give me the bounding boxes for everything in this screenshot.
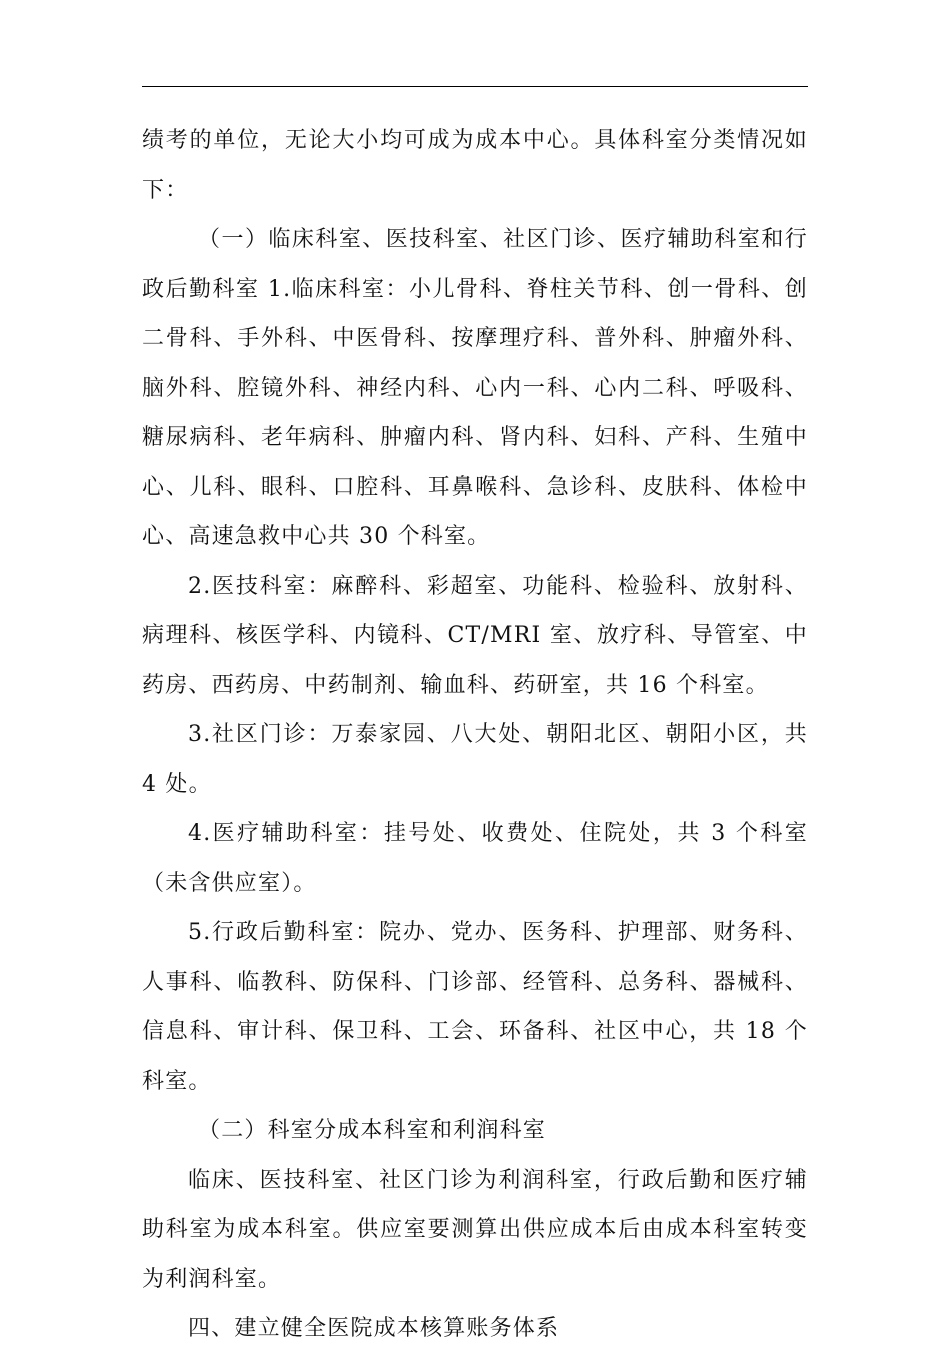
paragraph-community-clinics: 3.社区门诊：万泰家园、八大处、朝阳北区、朝阳小区，共 4 处。: [142, 722, 808, 797]
document-body: [142, 116, 808, 1354]
paragraph-auxiliary-departments: 4.医疗辅助科室：挂号处、收费处、住院处，共 3 个科室（未含供应室）。: [142, 821, 808, 896]
paragraph-admin-departments: 5.行政后勤科室：院办、党办、医务科、护理部、财务科、人事科、临教科、防保科、门诊部、经管科、总务科、器械科、信息科、审计科、保卫科、工会、环备科、社区中心，共 18 个科室。: [142, 920, 808, 1094]
paragraph-section-one-clinical: （一）临床科室、医技科室、社区门诊、医疗辅助科室和行政后勤科室 1.临床科室：小儿骨科、脊柱关节科、创一骨科、创二骨科、手外科、中医骨科、按摩理疗科、普外科、肿瘤外科、脑外科、腔镜外科、神经内科、心内一科、心内二科、呼吸科、糖尿病科、老年病科、肿瘤内科、肾内科、妇科、产科、生殖中心、儿科、眼科、口腔科、耳鼻喉科、急诊科、皮肤科、体检中心、高速急救中心共 30 个科室。: [142, 227, 808, 549]
header-rule: [142, 86, 808, 87]
paragraph-cost-center-intro: 绩考的单位，无论大小均可成为成本中心。具体科室分类情况如下：: [142, 128, 808, 203]
paragraph-profit-cost-split: 临床、医技科室、社区门诊为利润科室，行政后勤和医疗辅助科室为成本科室。供应室要测算出供应成本后由成本科室转变为利润科室。: [142, 1167, 808, 1292]
paragraph-medical-tech-departments: 2.医技科室：麻醉科、彩超室、功能科、检验科、放射科、病理科、核医学科、内镜科、CT/MRI 室、放疗科、导管室、中药房、西药房、中药制剂、输血科、药研室，共 16 个科室。: [142, 573, 808, 698]
heading-section-four: 四、建立健全医院成本核算账务体系: [188, 1316, 560, 1341]
heading-section-two: （二）科室分成本科室和利润科室: [198, 1118, 547, 1143]
